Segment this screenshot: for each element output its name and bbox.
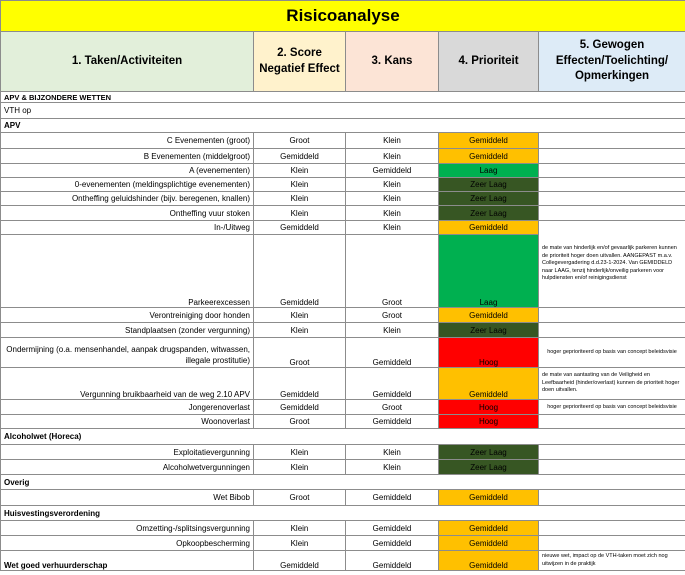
section-apv: APV (1, 119, 685, 133)
score-cell: Klein (254, 164, 346, 178)
remark-cell (539, 206, 685, 221)
task-cell: Woonoverlast (1, 415, 254, 429)
table-row (1, 536, 685, 551)
remark-cell (539, 490, 685, 506)
priority-cell: Zeer Laag (439, 192, 539, 206)
remark-cell (539, 521, 685, 536)
priority-cell: Gemiddeld (439, 551, 539, 571)
remark-cell: hoger geprioriteerd op basis van concept beleidsvisie (539, 400, 685, 415)
table-row (1, 490, 685, 506)
table-row (1, 460, 685, 475)
task-cell: Exploitatievergunning (1, 445, 254, 460)
remark-cell (539, 308, 685, 323)
score-cell: Klein (254, 536, 346, 551)
sheet-title: Risicoanalyse (1, 1, 685, 32)
header-remarks: 5. Gewogen Effecten/Toelichting/ Opmerkingen (539, 32, 685, 92)
section-row (1, 92, 685, 103)
score-cell: Klein (254, 323, 346, 338)
score-cell: Klein (254, 521, 346, 536)
task-cell: Standplaatsen (zonder vergunning) (1, 323, 254, 338)
header-tasks: 1. Taken/Activiteiten (1, 32, 254, 92)
remark-cell: de mate van hinderlijk en/of gevaarlijk parkeren kunnen de prioriteit hoger doen uitvallen. AANGEPAST m.a.v. Collegevergadering d.d.23-1-2024. Van GEMIDDELD naar LAAG, tenzij hinderlijk/onveilig parkeren voor hulpdiensten en/of reinigingsdienst (539, 221, 685, 308)
score-cell: Groot (254, 133, 346, 149)
task-cell: Opkoopbescherming (1, 536, 254, 551)
score-cell: Klein (254, 460, 346, 475)
kans-cell: Gemiddeld (346, 521, 439, 536)
priority-cell: Zeer Laag (439, 323, 539, 338)
kans-cell: Gemiddeld (346, 536, 439, 551)
table-row (1, 221, 685, 235)
title-row (1, 1, 685, 32)
score-cell: Klein (254, 206, 346, 221)
header-row (1, 32, 685, 92)
kans-cell: Gemiddeld (346, 164, 439, 178)
section-row (1, 103, 685, 119)
kans-cell: Gemiddeld (346, 368, 439, 400)
header-kans: 3. Kans (346, 32, 439, 92)
remark-cell (539, 415, 685, 429)
kans-cell: Groot (346, 400, 439, 415)
score-cell: Gemiddeld (254, 221, 346, 235)
task-cell: Ondermijning (o.a. mensenhandel, aanpak drugspanden, witwassen, illegale prostitutie) (1, 338, 254, 368)
kans-cell: Klein (346, 178, 439, 192)
kans-cell: Klein (346, 445, 439, 460)
priority-cell: Hoog (439, 400, 539, 415)
task-cell: Verontreiniging door honden (1, 308, 254, 323)
score-cell: Gemiddeld (254, 400, 346, 415)
table-row (1, 400, 685, 415)
remark-cell (539, 178, 685, 192)
task-cell: Parkeerexcessen (1, 235, 254, 308)
priority-cell: Zeer Laag (439, 445, 539, 460)
task-cell: C Evenementen (groot) (1, 133, 254, 149)
priority-cell: Gemiddeld (439, 368, 539, 400)
task-cell: Vergunning bruikbaarheid van de weg 2.10 APV (1, 368, 254, 400)
kans-cell: Gemiddeld (346, 415, 439, 429)
kans-cell: Klein (346, 460, 439, 475)
kans-cell: Groot (346, 308, 439, 323)
table-row (1, 445, 685, 460)
kans-cell: Gemiddeld (346, 338, 439, 368)
task-cell: A (evenementen) (1, 164, 254, 178)
table-row (1, 368, 685, 400)
table-row (1, 521, 685, 536)
table-row (1, 192, 685, 206)
priority-cell: Gemiddeld (439, 133, 539, 149)
score-cell: Groot (254, 415, 346, 429)
section-row (1, 475, 685, 490)
remark-cell: nieuwe wet, impact op de VTH-taken moet zich nog uitwijzen in de praktijk (539, 551, 685, 571)
score-cell: Gemiddeld (254, 368, 346, 400)
task-cell: Jongerenoverlast (1, 400, 254, 415)
kans-cell: Groot (346, 235, 439, 308)
priority-cell: Gemiddeld (439, 149, 539, 164)
score-cell: Groot (254, 490, 346, 506)
task-cell: In-/Uitweg (1, 221, 254, 235)
priority-cell: Gemiddeld (439, 521, 539, 536)
section-row (1, 119, 685, 133)
priority-cell: Gemiddeld (439, 536, 539, 551)
score-cell: Gemiddeld (254, 149, 346, 164)
score-cell: Klein (254, 178, 346, 192)
section-wet-goed-verhuurderschap: Wet goed verhuurderschap (1, 551, 254, 571)
table-row (1, 206, 685, 221)
remark-cell (539, 323, 685, 338)
remark-cell (539, 149, 685, 164)
task-cell: Ontheffing vuur stoken (1, 206, 254, 221)
table-row (1, 323, 685, 338)
priority-cell: Laag (439, 235, 539, 308)
score-cell: Groot (254, 338, 346, 368)
section-vth-op: VTH op (1, 103, 685, 119)
kans-cell: Klein (346, 192, 439, 206)
remark-cell (539, 133, 685, 149)
remark-cell (539, 536, 685, 551)
section-apv-bijzondere: APV & BIJZONDERE WETTEN (1, 92, 685, 103)
section-overig: Overig (1, 475, 685, 490)
remark-cell (539, 445, 685, 460)
task-cell: 0-evenementen (meldingsplichtige evenementen) (1, 178, 254, 192)
remark-cell (539, 192, 685, 206)
header-score: 2. Score Negatief Effect (254, 32, 346, 92)
section-row (1, 429, 685, 445)
header-priority: 4. Prioriteit (439, 32, 539, 92)
priority-cell: Zeer Laag (439, 460, 539, 475)
kans-cell: Gemiddeld (346, 551, 439, 571)
section-huisvesting: Huisvestingsverordening (1, 506, 685, 521)
score-cell: Klein (254, 308, 346, 323)
kans-cell: Klein (346, 221, 439, 235)
score-cell: Gemiddeld (254, 551, 346, 571)
task-cell: B Evenementen (middelgroot) (1, 149, 254, 164)
remark-cell (539, 460, 685, 475)
task-cell: Wet Bibob (1, 490, 254, 506)
section-row (1, 506, 685, 521)
task-cell: Omzetting-/splitsingsvergunning (1, 521, 254, 536)
score-cell: Klein (254, 445, 346, 460)
kans-cell: Gemiddeld (346, 490, 439, 506)
score-cell: Klein (254, 192, 346, 206)
remark-cell: de mate van aantasting van de Veiligheid en Leefbaarheid (hinder/overlast) kunnen de prioriteit hoger doen uitvallen. (539, 368, 685, 400)
table-row (1, 308, 685, 323)
remark-cell (539, 164, 685, 178)
table-row (1, 338, 685, 368)
priority-cell: Gemiddeld (439, 490, 539, 506)
table-row (1, 149, 685, 164)
task-cell: Ontheffing geluidshinder (bijv. beregenen, knallen) (1, 192, 254, 206)
table-row (1, 415, 685, 429)
table-row (1, 551, 685, 571)
task-cell: Alcoholwetvergunningen (1, 460, 254, 475)
table-row (1, 133, 685, 149)
score-cell: Gemiddeld (254, 235, 346, 308)
remark-cell: hoger geprioriteerd op basis van concept beleidsvisie (539, 338, 685, 368)
table-row (1, 164, 685, 178)
kans-cell: Klein (346, 323, 439, 338)
priority-cell: Gemiddeld (439, 221, 539, 235)
priority-cell: Hoog (439, 338, 539, 368)
priority-cell: Zeer Laag (439, 206, 539, 221)
priority-cell: Zeer Laag (439, 178, 539, 192)
table-row (1, 178, 685, 192)
priority-cell: Gemiddeld (439, 308, 539, 323)
kans-cell: Klein (346, 206, 439, 221)
kans-cell: Klein (346, 133, 439, 149)
priority-cell: Laag (439, 164, 539, 178)
section-alcoholwet: Alcoholwet (Horeca) (1, 429, 685, 445)
kans-cell: Klein (346, 149, 439, 164)
priority-cell: Hoog (439, 415, 539, 429)
